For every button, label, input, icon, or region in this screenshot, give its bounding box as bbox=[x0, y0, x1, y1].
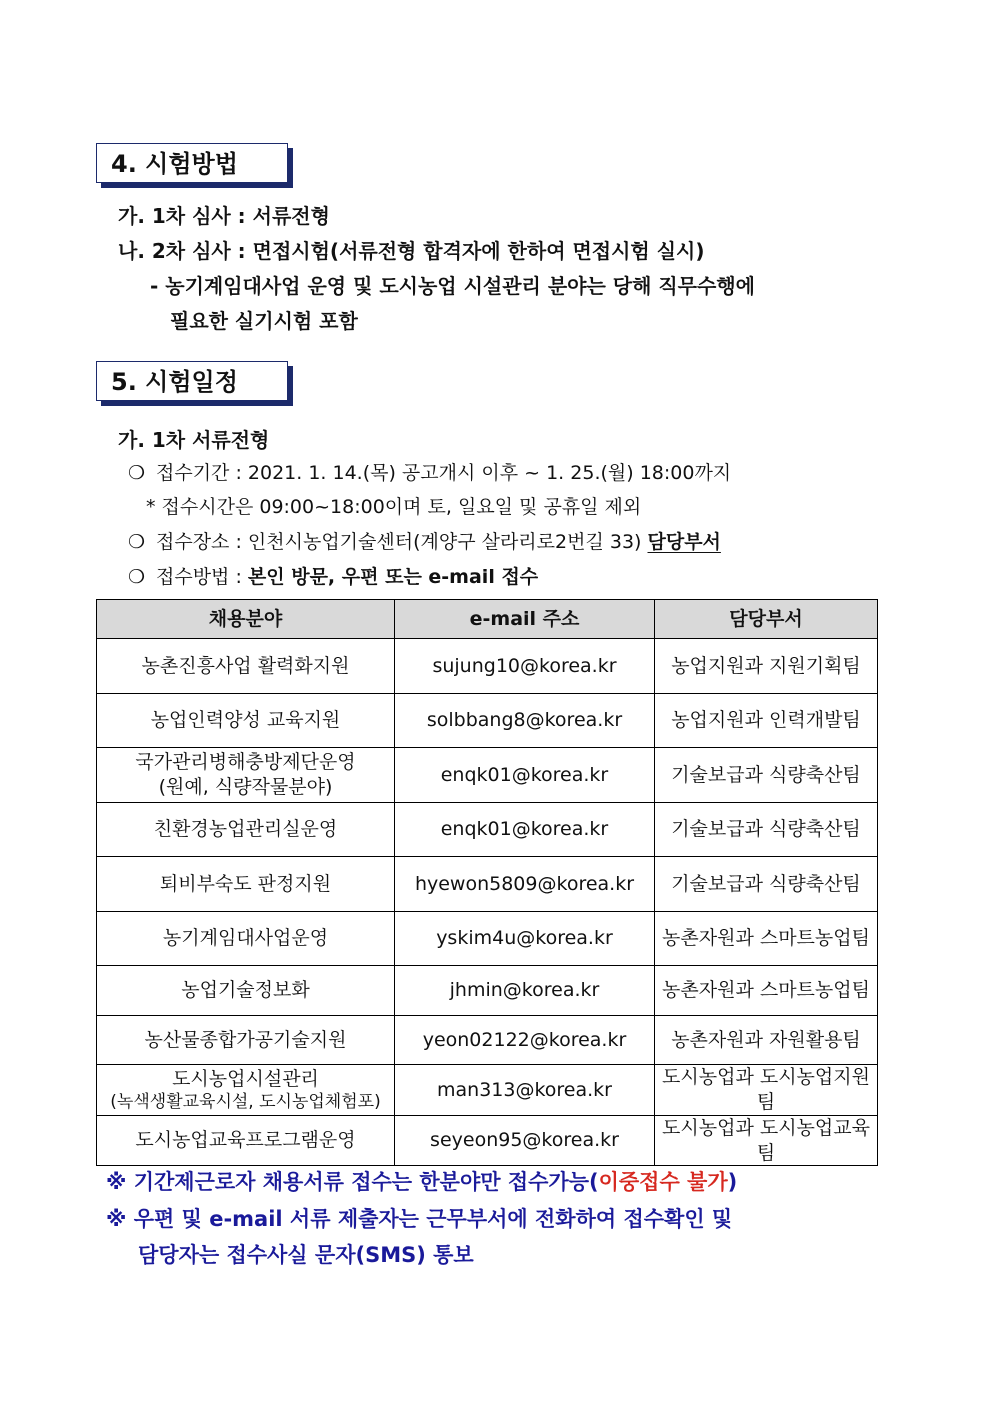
cell-field bbox=[97, 803, 395, 857]
cell-dept: 기술보급과 식량축산팀 bbox=[655, 803, 878, 857]
cell-field bbox=[97, 857, 395, 912]
note-1-text: 기간제근로자 채용서류 접수는 한분야만 접수가능( bbox=[133, 1170, 599, 1194]
field-text: 농업기술정보화 bbox=[181, 979, 310, 1002]
cell-field bbox=[97, 639, 395, 694]
method-value: 본인 방문, 우편 또는 e-mail 접수 bbox=[247, 566, 539, 588]
field-text: 농업인력양성 교육지원 bbox=[150, 709, 341, 732]
section-4-title: 4. 시험방법 bbox=[96, 143, 288, 183]
note-2-line-1: 우편 및 e-mail 서류 제출자는 근무부서에 전화하여 접수확인 및 bbox=[133, 1207, 733, 1231]
cell-email: sujung10@korea.kr bbox=[395, 639, 655, 694]
place-text: 접수장소 : 인천시농업기술센터(계양구 살라리로2번길 33) bbox=[156, 531, 642, 553]
field-text: 도시농업교육프로그램운영 bbox=[135, 1129, 356, 1152]
header-field: 채용분야 bbox=[97, 600, 395, 639]
note-1 bbox=[106, 1166, 737, 1196]
note-mark: ※ bbox=[106, 1170, 127, 1194]
field-text: 친환경농업관리실운영 bbox=[153, 818, 338, 841]
cell-email: enqk01@korea.kr bbox=[395, 803, 655, 857]
table-row bbox=[97, 1016, 878, 1065]
header-email: e-mail 주소 bbox=[395, 600, 655, 639]
cell-dept: 농업지원과 지원기획팀 bbox=[655, 639, 878, 694]
note-1-close: ) bbox=[727, 1170, 738, 1194]
cell-email: enqk01@korea.kr bbox=[395, 748, 655, 803]
period-line bbox=[128, 458, 731, 485]
cell-field bbox=[97, 694, 395, 748]
bullet-icon: ❍ bbox=[128, 566, 146, 588]
section-5-ga: 가. 1차 서류전형 bbox=[118, 428, 270, 452]
section-4-sub-1: - 농기계임대사업 운영 및 도시농업 시설관리 분야는 당해 직무수행에 bbox=[150, 274, 755, 298]
method-line bbox=[128, 562, 538, 589]
cell-field bbox=[97, 1016, 395, 1065]
bullet-icon: ❍ bbox=[128, 531, 146, 553]
cell-dept: 기술보급과 식량축산팀 bbox=[655, 857, 878, 912]
field-text: 농산물종합가공기술지원 bbox=[144, 1028, 347, 1051]
field-text: 농촌진흥사업 활력화지원 bbox=[141, 654, 350, 677]
cell-field bbox=[97, 912, 395, 966]
section-4-sub-2: 필요한 실기시험 포함 bbox=[170, 309, 358, 333]
table-row bbox=[97, 639, 878, 694]
cell-field bbox=[97, 966, 395, 1016]
table-row bbox=[97, 803, 878, 857]
note-mark: ※ bbox=[106, 1207, 127, 1231]
cell-dept: 기술보급과 식량축산팀 bbox=[655, 748, 878, 803]
table-row bbox=[97, 966, 878, 1016]
cell-dept: 농업지원과 인력개발팀 bbox=[655, 694, 878, 748]
section-4-ga: 가. 1차 심사 : 서류전형 bbox=[118, 204, 330, 228]
section-4-na: 나. 2차 심사 : 면접시험(서류전형 합격자에 한하여 면접시험 실시) bbox=[118, 239, 705, 263]
table-row bbox=[97, 1065, 878, 1116]
place-dept: 담당부서 bbox=[647, 531, 721, 553]
cell-dept: 도시농업과 도시농업교육팀 bbox=[655, 1116, 878, 1166]
table-row bbox=[97, 694, 878, 748]
section-5-title: 5. 시험일정 bbox=[96, 361, 288, 401]
table-header-row bbox=[97, 600, 878, 639]
cell-email: seyeon95@korea.kr bbox=[395, 1116, 655, 1166]
bullet-icon: ❍ bbox=[128, 462, 146, 484]
cell-email: yskim4u@korea.kr bbox=[395, 912, 655, 966]
cell-dept: 농촌자원과 자원활용팀 bbox=[655, 1016, 878, 1065]
cell-dept: 도시농업과 도시농업지원팀 bbox=[655, 1065, 878, 1116]
cell-email: man313@korea.kr bbox=[395, 1065, 655, 1116]
field-text: 퇴비부숙도 판정지원 bbox=[159, 872, 332, 895]
field-subtext: (녹색생활교육시설, 도시농업체험포) bbox=[110, 1092, 381, 1113]
period-text: 접수기간 : 2021. 1. 14.(목) 공고개시 이후 ~ 1. 25.(월) 18:00까지 bbox=[156, 462, 732, 484]
note-1-red: 이중접수 불가 bbox=[598, 1170, 728, 1194]
table-row bbox=[97, 857, 878, 912]
field-subtext: (원예, 식량작물분야) bbox=[158, 776, 333, 798]
table-row bbox=[97, 912, 878, 966]
cell-email: jhmin@korea.kr bbox=[395, 966, 655, 1016]
cell-email: hyewon5809@korea.kr bbox=[395, 857, 655, 912]
header-dept: 담당부서 bbox=[655, 600, 878, 639]
period-note: * 접수시간은 09:00~18:00이며 토, 일요일 및 공휴일 제외 bbox=[146, 496, 642, 518]
table-row bbox=[97, 748, 878, 803]
method-label: 접수방법 : bbox=[156, 566, 242, 588]
recruitment-table bbox=[96, 599, 878, 1166]
note-2 bbox=[106, 1203, 732, 1233]
cell-field bbox=[97, 1065, 395, 1116]
cell-field bbox=[97, 1116, 395, 1166]
cell-dept: 농촌자원과 스마트농업팀 bbox=[655, 966, 878, 1016]
place-line bbox=[128, 527, 721, 554]
field-text: 도시농업시설관리 bbox=[172, 1067, 319, 1090]
cell-dept: 농촌자원과 스마트농업팀 bbox=[655, 912, 878, 966]
cell-email: yeon02122@korea.kr bbox=[395, 1016, 655, 1065]
note-2-line-2: 담당자는 접수사실 문자(SMS) 통보 bbox=[138, 1243, 474, 1267]
field-text: 농기계임대사업운영 bbox=[162, 927, 329, 950]
field-text: 국가관리병해충방제단운영 bbox=[135, 751, 356, 774]
table-row bbox=[97, 1116, 878, 1166]
cell-field bbox=[97, 748, 395, 803]
cell-email: solbbang8@korea.kr bbox=[395, 694, 655, 748]
